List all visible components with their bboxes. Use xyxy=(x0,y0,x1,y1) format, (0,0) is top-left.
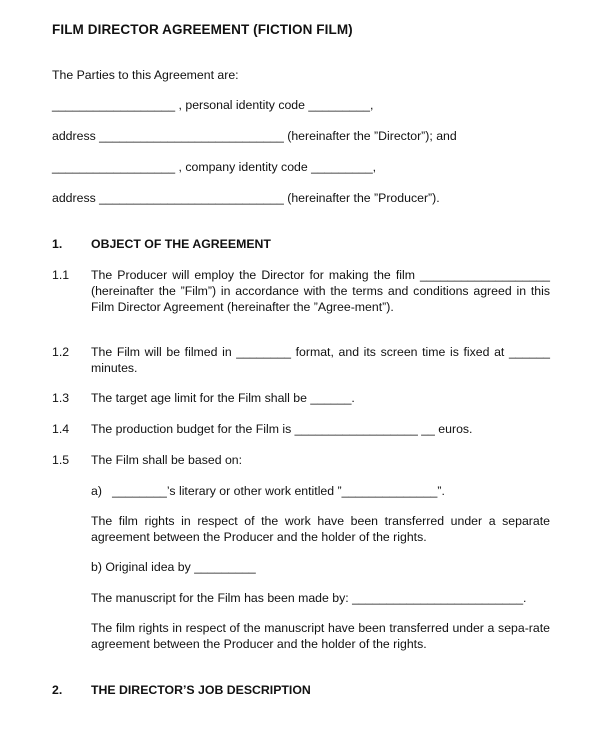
party-director-name-line: __________________ , personal identity code _________, xyxy=(52,98,374,112)
option-b-original-idea: b) Original idea by _________ xyxy=(91,560,256,574)
section-1-number: 1. xyxy=(52,237,63,251)
party-director-address-line: address ___________________________ (hereinafter the ”Director”); and xyxy=(52,129,457,143)
clause-1-2-text: The Film will be filmed in ________ format, and its screen time is fixed at ______ minutes. xyxy=(91,345,550,375)
section-2-number: 2. xyxy=(52,683,63,697)
section-2-title: THE DIRECTOR’S JOB DESCRIPTION xyxy=(91,683,311,697)
clause-1-5-text: The Film shall be based on: xyxy=(91,453,243,467)
manuscript-author-line: The manuscript for the Film has been made by: _________________________. xyxy=(91,591,527,605)
clause-1-4-number: 1.4 xyxy=(52,422,70,436)
clause-1-3-number: 1.3 xyxy=(52,391,70,405)
clause-1-3-text: The target age limit for the Film shall be ______. xyxy=(91,391,355,405)
clause-1-1-number: 1.1 xyxy=(52,268,70,282)
parties-intro: The Parties to this Agreement are: xyxy=(52,68,239,82)
clause-1-2-number: 1.2 xyxy=(52,345,70,359)
party-producer-address-line: address ___________________________ (hereinafter the ”Producer”). xyxy=(52,191,440,205)
section-1-title: OBJECT OF THE AGREEMENT xyxy=(91,237,271,251)
clause-1-5-number: 1.5 xyxy=(52,453,70,467)
document-title: FILM DIRECTOR AGREEMENT (FICTION FILM) xyxy=(52,22,353,37)
option-b-rights-paragraph: The film rights in respect of the manuscript have been transferred under a sepa-rate agreement between the Producer and the holder of the rights. xyxy=(91,621,550,651)
clause-1-1-text: The Producer will employ the Director for making the film ___________________ (hereinafter the ”Film”) in accordance with the terms and conditions agreed in this Film Director Agreement (hereinafter the ”Agree-ment”). xyxy=(91,268,550,314)
option-a-rights-paragraph: The film rights in respect of the work have been transferred under a separate agreement between the Producer and the holder of the rights. xyxy=(91,514,550,544)
party-producer-name-line: __________________ , company identity code _________, xyxy=(52,160,377,174)
option-a-literary-work: a) ________’s literary or other work entitled ”______________”. xyxy=(91,484,445,498)
clause-1-4-text: The production budget for the Film is __________________ __ euros. xyxy=(91,422,473,436)
